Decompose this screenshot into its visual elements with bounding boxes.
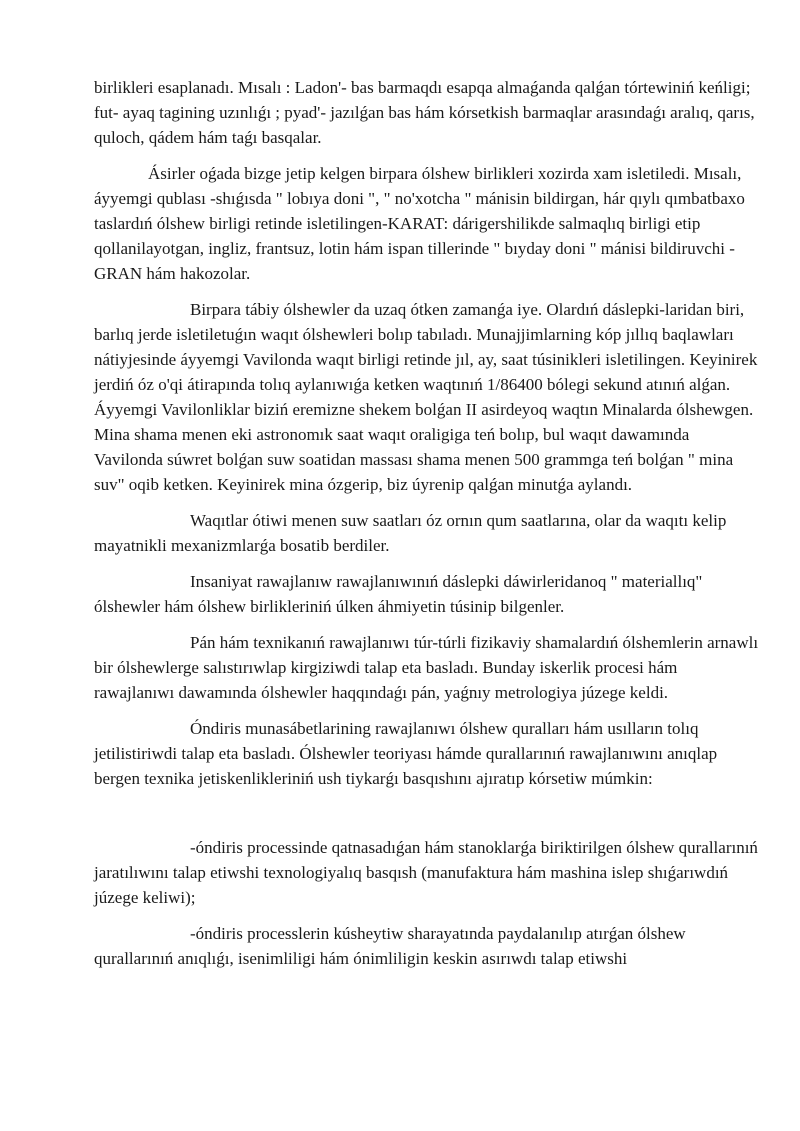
blank-line — [94, 802, 760, 835]
document-body — [94, 75, 760, 982]
paragraph-6: Pán hám texnikanıń rawajlanıwı túr-túrli fizikaviy shamalardıń ólshemlerin arnawlı bir ólshewlerge salıstırıwlap kirgiziwdi talap eta basladı. Bunday iskerlik procesi hám rawajlanıwı dawamında ólshewler haqqındaǵı pán, yaǵnıy metrologiya júzege keldi. — [94, 633, 759, 702]
list-item-2: -óndiris processlerin kúsheytiw sharayatında paydalanılıp atırǵan ólshew qurallarınıń anıqlıǵı, isenimliligi hám ónimliligin keskin asırıwdı talap etiwshi — [94, 924, 686, 968]
paragraph-2: Ásirler oǵada bizge jetip kelgen birpara ólshew birlikleri xozirda xam isletiledi. Mısalı, áyyemgi qublası -shıǵısda " lobıya doni ", " no'xotcha " mánisin bildirgan, hár qıylı qımbatbaxo taslardıń ólshew birligi retinde isletilingen-KARAT: dárigershilikde salmaqlıq birligi etip qollanilayotgan, ingliz, frantsuz, lotin hám ispan tillerinde " bıyday doni " mánisi bildiruvchi -GRAN hám hakozolar. — [94, 164, 745, 283]
paragraph-3: Birpara tábiy ólshewler da uzaq ótken zamanǵa iye. Olardıń dáslepki-laridan biri, barlıq jerde isletiletuǵın waqıt ólshewleri bolıp tabıladı. Munajjimlarning kóp jıllıq baqlawları nátiyjesinde áyyemgi Vavilonda waqıt birligi retinde jıl, ay, saat túsinikleri isletilingen. Keyinirek jerdiń óz o'qi átirapında tolıq aylanıwıǵa ketken waqtınıń 1/86400 bólegi sekund atınıń alǵan. Áyyemgi Vavilonliklar biziń eremizne shekem bolǵan II asirdeyoq waqtın Minalarda ólshewgen. Mina shama menen eki astronomık saat waqıt oraligiga teń bolıp, bul waqıt dawamında Vavilonda súwret bolǵan suw soatidan massası shama menen 500 grammga teń bolǵan " mina suv" oqib ketken. Keyinirek mina ózgerip, biz úyrenip qalǵan minutǵa aylandı. — [94, 300, 758, 494]
paragraph-4: Waqıtlar ótiwi menen suw saatları óz ornın qum saatlarına, olar da waqıtı kelip mayatnikli mexanizmlarǵa bosatib berdiler. — [94, 511, 727, 555]
paragraph-1: birlikleri esaplanadı. Mısalı : Ladon'- bas barmaqdı esapqa almaǵanda qalǵan tórtewiniń keńligi; fut- ayaq tagining uzınlıǵı ; pyad'- jazılǵan bas hám kórsetkish barmaqlar arasındaǵı aralıq, qarıs, quloch, qádem hám taǵı basqalar. — [94, 78, 755, 147]
paragraph-7: Óndiris munasábetlarining rawajlanıwı ólshew quralları hám usılların tolıq jetilistiriwdi talap eta basladı. Ólshewler teoriyası hámde qurallarınıń rawajlanıwını anıqlap bergen texnika jetiskenlikleriniń ush tiykarǵı basqıshını ajıratıp kórsetiw múmkin: — [94, 719, 718, 788]
paragraph-5: Insaniyat rawajlanıw rawajlanıwınıń dáslepki dáwirleridanoq " materiallıq" ólshewler hám ólshew birlikleriniń úlken áhmiyetin túsinip bilgenler. — [94, 572, 703, 616]
list-item-1: -óndiris processinde qatnasadıǵan hám stanoklarǵa biriktirilgen ólshew qurallarınıń jaratılıwını talap etiwshi texnologiyalıq basqısh (manufaktura hám mashina islep shıǵarıwdıń júzege keliwi); — [94, 838, 758, 907]
